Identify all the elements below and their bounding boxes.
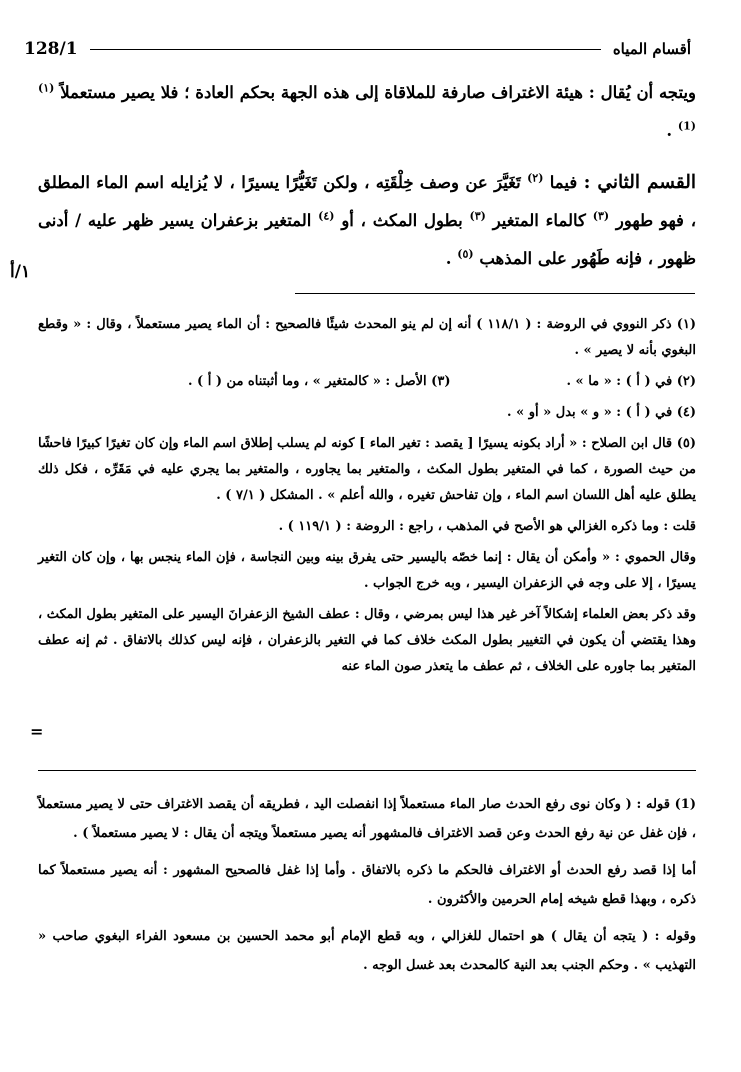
page-number: 128/1 [24, 39, 78, 59]
manuscript-folio-marker: ١/أ [10, 262, 31, 282]
footnote: (٤) في ( أ ) : « و » بدل « أو » . [507, 405, 696, 420]
main-paragraph-text: المتغير بزعفران يسير ظهر عليه / أدنى ظهور ، فإنه طَهُور على المذهب [38, 211, 696, 268]
footnote-ref: (٣) [469, 209, 486, 223]
footnote-row [38, 369, 696, 395]
main-paragraph-text: تَغَيَّرَ عن وصف خِلْقَتِه ، ولكن تَغَيُّرًا يسيرًا ، لا يُزايله اسم الماء المطلق ، فهو طهور [38, 173, 697, 230]
footnote-ref: (٤) [318, 209, 335, 223]
footnote: (١) ذكر النووي في الروضة : ( ١١٨/١ ) أنه إن لم ينو المحدث شيئًا فالصحيح : أن الماء يصير مستعملاً ، وقال : « وقطع البغوي بأنه لا يصير » . [38, 317, 696, 358]
commentary-paragraph: وقوله : ( يتجه أن يقال ) هو احتمال للغزالي ، وبه قطع الإمام أبو محمد الحسين بن مسعود الفراء البغوي صاحب « التهذيب » . وحكم الجنب بعد النية كالمحدث بعد غسل الوجه . [38, 929, 696, 973]
section-heading: القسم الثاني : [583, 172, 696, 193]
footnote-continuation: قلت : وما ذكره الغزالي هو الأصح في المذهب ، راجع : الروضة : ( ١١٩/١ ) . [278, 519, 696, 534]
footnote-separator [295, 293, 695, 294]
header-rule [90, 49, 601, 50]
main-paragraph: ويتجه أن يُقال : هيئة الاغتراف صارفة للملاقاة إلى هذه الجهة بحكم العادة ؛ فلا يصير مستعملاً $^{(١) (1)}$ . [38, 81, 697, 140]
main-text [38, 74, 696, 292]
continuation-mark: = [30, 722, 44, 741]
commentary-notes [38, 790, 696, 988]
page-header [24, 36, 691, 62]
footnote-ref: (١) (1) [38, 81, 696, 133]
commentary-paragraph: (1) قوله : ( وكان نوى رفع الحدث صار الماء مستعملاً إذا انفصلت اليد ، فطريقه أن يقصد الاغتراف حتى لا يصير مستعملاً ، فإن غفل عن نية رفع الحدث وعن قصد الاغتراف فالمشهور أنه يصير مستعملاً ويتجه أن يقال : لا يصير مستعملاً ) . [38, 797, 696, 841]
footnote-ref: (٥) [457, 247, 474, 261]
commentary-separator [38, 770, 696, 771]
main-paragraph-text: ويتجه أن يُقال : هيئة الاغتراف صارفة للملاقاة إلى هذه الجهة بحكم العادة ؛ فلا يصير مستعملاً [60, 83, 697, 102]
footnote-ref: (٢) [527, 171, 544, 185]
footnote: (٢) في ( أ ) : « ما » . [566, 374, 696, 389]
footnote-ref: (٣) [592, 209, 610, 223]
main-paragraph-text: فيما [549, 173, 578, 192]
main-paragraph-text: بطول المكث ، أو [341, 211, 463, 230]
footnote: (٣) الأصل : « كالمتغير » ، وما أثبتناه من ( أ ) . [188, 374, 451, 389]
footnote: (٥) قال ابن الصلاح : « أراد بكونه يسيرًا [ يقصد : تغير الماء ] كونه لم يسلب إطلاق اسم الماء وإن كان تغيرًا كبيرًا فاحشًا من حيث الصورة ، كما في المتغير بطول المكث ، والمتغير بما يجاوره ، والمتغير بما يجري عليه في مَقَرِّه ، فكل ذلك يطلق عليه أهل اللسان اسم الماء ، وإن تفاحش تغيره ، والله أعلم » . المشكل ( ٧/١ ) . [38, 436, 696, 503]
chapter-title: أقسام المياه [612, 40, 691, 58]
commentary-paragraph: أما إذا قصد رفع الحدث أو الاغتراف فالحكم ما ذكره بالاتفاق . وأما إذا غفل فالصحيح المشهور : أنه يصير مستعملاً كما ذكره ، وبهذا قطع شيخه إمام الحرمين والأكثرون . [38, 863, 696, 907]
footnote-continuation: وقد ذكر بعض العلماء إشكالاً آخر غير هذا ليس بمرضي ، وقال : عطف الشيخ الزعفرانَ اليسير على المتغير بطول المكث ، وهذا يقتضي أن يكون في التغيير بطول المكث خلاف كما في التغير بالزعفران ، فإنه ليس كذلك بالاتفاق . ثم إنه عطف المتغير بما جاوره على الخلاف ، ثم عطف ما يتعذر صون الماء عنه [38, 607, 696, 674]
main-paragraph [38, 164, 696, 278]
punctuation: . [445, 249, 452, 268]
footnote-continuation: وقال الحموي : « وأمكن أن يقال : إنما خصّه باليسير حتى يفرق بينه وبين النجاسة ، فإن الماء ينجس بها ، وإن كان التغير يسيرًا ، إلا على وجه في الزعفران اليسير ، وبه خرج الجواب . [38, 550, 696, 591]
editor-footnotes [38, 312, 696, 685]
main-paragraph-text: كالماء المتغير [492, 211, 586, 230]
